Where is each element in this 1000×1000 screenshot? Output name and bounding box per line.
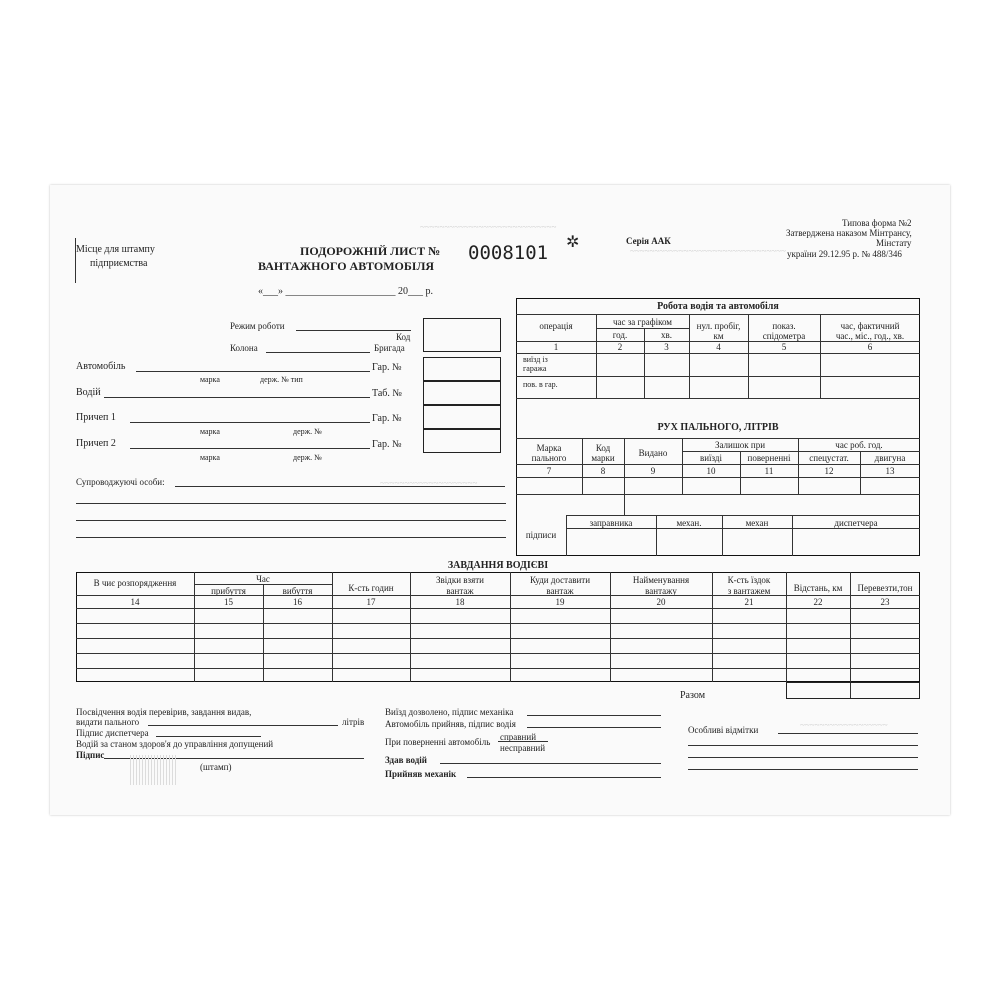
footer-health-label: Водій за станом здоров'я до управління допущений bbox=[76, 739, 274, 749]
trailer2-box[interactable] bbox=[423, 429, 501, 453]
fuel-divider bbox=[566, 515, 920, 516]
fuel-exit-header: виїзді bbox=[699, 453, 723, 463]
notes-line-3[interactable] bbox=[688, 757, 918, 758]
footer-checked-label: Посвідчення водія перевірив, завдання видав, bbox=[76, 707, 252, 717]
trailer2-garage-label: Гар. № bbox=[372, 439, 402, 450]
work-vline bbox=[596, 314, 597, 398]
work-divider bbox=[596, 328, 689, 329]
trailer1-label: Причеп 1 bbox=[76, 412, 116, 423]
footer-on-return-label: При поверненні автомобіль bbox=[385, 737, 491, 747]
task-cargo-header: Найменування bbox=[632, 575, 690, 585]
work-vline bbox=[689, 314, 690, 398]
task-hours-header: К-сть годин bbox=[348, 583, 394, 593]
garage-box[interactable] bbox=[423, 357, 501, 381]
task-vline bbox=[332, 572, 333, 682]
task-total-label: Разом bbox=[680, 690, 706, 701]
brigade-label: Бригада bbox=[374, 343, 405, 353]
fuel-dispatcher-header: диспетчера bbox=[834, 518, 878, 528]
task-vline bbox=[194, 572, 195, 682]
footer-handed-label: Здав водій bbox=[385, 755, 427, 765]
fuel-brand-header: Марка bbox=[536, 443, 562, 453]
companions-label: Супроводжуючі особи: bbox=[76, 477, 165, 487]
work-exit-label: виїзд із bbox=[523, 355, 548, 364]
task-cargo-header-2: вантажу bbox=[645, 586, 677, 596]
work-mode-line[interactable] bbox=[296, 330, 411, 331]
bleed-text: ~~~~~~~~~~~~~~~~~~ bbox=[800, 720, 888, 730]
fuel-vline bbox=[566, 515, 567, 556]
work-speedometer-header: показ. bbox=[772, 321, 796, 331]
task-vline bbox=[263, 584, 264, 682]
trailer1-brand-hint: марка bbox=[200, 427, 220, 436]
task-col-num: 16 bbox=[293, 597, 302, 607]
form-type: Типова форма №2 bbox=[842, 218, 912, 228]
fuel-mechanic-header: механ. bbox=[676, 518, 702, 528]
task-col-num: 22 bbox=[813, 597, 823, 607]
work-exit-label-2: гаража bbox=[523, 364, 547, 373]
task-table-title: ЗАВДАННЯ ВОДІЄВІ bbox=[447, 560, 549, 571]
footer-handed-line[interactable] bbox=[440, 763, 661, 764]
car-brand-hint: марка bbox=[200, 375, 220, 384]
notes-line-2[interactable] bbox=[688, 745, 918, 746]
task-vline bbox=[610, 572, 611, 682]
task-col-num: 21 bbox=[744, 597, 754, 607]
work-col-num: 2 bbox=[617, 342, 623, 352]
work-hours-header: год. bbox=[612, 330, 628, 340]
task-vline bbox=[850, 572, 851, 699]
footer-exit-allowed-line[interactable] bbox=[527, 715, 661, 716]
fuel-table-title: РУХ ПАЛЬНОГО, ЛІТРІВ bbox=[657, 422, 779, 433]
fuel-col-num: 7 bbox=[546, 466, 552, 476]
work-vline bbox=[748, 314, 749, 398]
fuel-vline bbox=[722, 515, 723, 556]
task-row-line bbox=[76, 638, 920, 639]
fuel-col-num: 11 bbox=[764, 466, 774, 476]
work-operation-header: операція bbox=[539, 321, 573, 331]
fuel-col-num: 10 bbox=[706, 466, 716, 476]
fuel-vline bbox=[740, 451, 741, 494]
work-col-num: 1 bbox=[553, 342, 559, 352]
companions-line-3[interactable] bbox=[76, 520, 506, 521]
barcode-watermark bbox=[130, 755, 178, 785]
footer-faulty-label: несправний bbox=[500, 743, 546, 753]
footer-signature-label: Підпис bbox=[76, 750, 105, 760]
notes-line-1[interactable] bbox=[778, 733, 918, 734]
footer-status-divider bbox=[498, 741, 548, 742]
car-line[interactable] bbox=[136, 371, 370, 372]
stamp-border bbox=[75, 238, 76, 283]
car-label: Автомобіль bbox=[76, 361, 126, 372]
date-line[interactable]: «___» ______________________ 20___ р. bbox=[258, 286, 433, 297]
work-mode-label: Режим роботи bbox=[230, 321, 285, 331]
task-col-num: 14 bbox=[130, 597, 140, 607]
footer-fuel-line[interactable] bbox=[148, 725, 338, 726]
work-vline bbox=[820, 314, 821, 398]
trailer2-state-hint: держ. № bbox=[293, 453, 322, 462]
fuel-col-num: 8 bbox=[600, 466, 606, 476]
task-row-line bbox=[76, 668, 920, 669]
fuel-code-header: Код bbox=[595, 443, 611, 453]
task-from-header: Звідки взяти bbox=[436, 575, 484, 585]
fuel-worktime-header: час роб. год. bbox=[835, 440, 883, 450]
task-col-num: 17 bbox=[366, 597, 376, 607]
series-label: Серія ААК bbox=[626, 236, 671, 246]
approved-line-3: україни 29.12.95 р. № 488/346 bbox=[787, 249, 902, 259]
footer-special-notes-label: Особливі відмітки bbox=[688, 725, 759, 735]
footer-car-accepted-line[interactable] bbox=[527, 727, 661, 728]
waybill-number: 0008101 bbox=[468, 242, 549, 264]
fuel-issued-header: Видано bbox=[638, 448, 668, 458]
work-table-title: Робота водія та автомобіля bbox=[657, 301, 779, 312]
work-divider bbox=[516, 398, 920, 399]
approved-line-1: Затверджена наказом Мінтрансу, bbox=[786, 228, 912, 238]
companions-line-2[interactable] bbox=[76, 503, 506, 504]
car-garage-label: Гар. № bbox=[372, 362, 402, 373]
task-time-header: Час bbox=[256, 574, 270, 584]
footer-liters-label: літрів bbox=[342, 717, 365, 727]
fuel-vline bbox=[860, 451, 861, 494]
task-total-cells bbox=[786, 682, 920, 699]
task-to-header-2: вантаж bbox=[546, 586, 574, 596]
task-to-header: Куди доставити bbox=[529, 575, 591, 585]
bleed-text: ~~~~~~~~~~~~~~~~~~~~~~~~~~~~~~~~ bbox=[630, 246, 786, 256]
task-departure-header: вибуття bbox=[282, 586, 313, 596]
work-vline bbox=[644, 328, 645, 398]
fuel-vline bbox=[582, 438, 583, 494]
work-col-num: 3 bbox=[664, 342, 669, 352]
fuel-engine-header: двигуна bbox=[874, 453, 906, 463]
footer-received-line[interactable] bbox=[467, 777, 661, 778]
fuel-vline bbox=[682, 438, 683, 494]
task-row-line bbox=[76, 623, 920, 624]
task-from-header-2: вантаж bbox=[446, 586, 474, 596]
code-label: Код bbox=[396, 332, 411, 342]
bleed-text: ~~~~~~~~~~~~~~~~~~~~ bbox=[380, 478, 478, 488]
code-box[interactable] bbox=[423, 318, 501, 352]
work-schedule-header: час за графіком bbox=[612, 317, 673, 327]
task-trips-header-2: з вантажем bbox=[727, 586, 771, 596]
fuel-brand-header-2: пального bbox=[531, 453, 567, 463]
work-return-label: пов. в гар. bbox=[523, 380, 558, 389]
bleed-text: ~~~~~~~~~~~~~~~~~~~~~~~~~~~~ bbox=[420, 222, 557, 232]
fuel-divider bbox=[566, 528, 920, 529]
footer-car-accepted-label: Автомобіль прийняв, підпис водія bbox=[385, 719, 516, 729]
task-divider bbox=[76, 608, 920, 609]
column-line[interactable] bbox=[266, 352, 370, 353]
title-line-2: ВАНТАЖНОГО АВТОМОБІЛЯ bbox=[258, 259, 435, 273]
fuel-vline bbox=[656, 515, 657, 556]
task-col-num: 15 bbox=[224, 597, 233, 607]
task-vline bbox=[410, 572, 411, 682]
driver-label: Водій bbox=[76, 387, 101, 398]
fuel-divider bbox=[682, 451, 920, 452]
trailer1-box[interactable] bbox=[423, 405, 501, 429]
fuel-col-num: 13 bbox=[885, 466, 895, 476]
trailer2-brand-hint: марка bbox=[200, 453, 220, 462]
fuel-vline bbox=[624, 438, 625, 515]
fuel-mechanic-header-2: механ bbox=[745, 518, 769, 528]
trailer1-state-hint: держ. № bbox=[293, 427, 322, 436]
work-col-num: 6 bbox=[867, 342, 873, 352]
task-col-num: 23 bbox=[880, 597, 890, 607]
task-distance-header: Відстань, км bbox=[793, 583, 843, 593]
footer-dispatcher-line[interactable] bbox=[156, 736, 261, 737]
work-actual-header: час, фактичний bbox=[840, 321, 900, 331]
task-vline bbox=[786, 572, 787, 699]
footer-exit-allowed-label: Виїзд дозволено, підпис механіка bbox=[385, 707, 514, 717]
work-actual-header-2: час., міс., год., хв. bbox=[835, 331, 905, 341]
trailer2-line[interactable] bbox=[130, 448, 370, 449]
fuel-refueler-header: заправника bbox=[589, 518, 633, 528]
task-transport-header: Перевезти,тон bbox=[857, 583, 913, 593]
fuel-return-header: поверненні bbox=[747, 453, 791, 463]
footer-fuel-label: видати пального bbox=[76, 717, 140, 727]
work-divider bbox=[516, 376, 920, 377]
task-disposal-header: В чиє розпорядження bbox=[93, 578, 177, 588]
footer-dispatcher-label: Підпис диспетчера bbox=[76, 728, 149, 738]
task-arrival-header: прибуття bbox=[211, 586, 246, 596]
stamp-place-label: Місце для штампу bbox=[76, 244, 155, 255]
fuel-special-header: спецустат. bbox=[809, 453, 849, 463]
footer-working-label: справний bbox=[500, 732, 537, 742]
task-col-num: 18 bbox=[455, 597, 465, 607]
work-zero-mileage-header: нул. пробіг, bbox=[696, 321, 741, 331]
work-divider bbox=[516, 314, 920, 315]
fuel-signatures-label: підписи bbox=[525, 530, 557, 540]
trailer1-line[interactable] bbox=[130, 422, 370, 423]
trailer1-garage-label: Гар. № bbox=[372, 413, 402, 424]
work-col-num: 4 bbox=[716, 342, 721, 352]
footer-stamp-label: (штамп) bbox=[200, 762, 232, 772]
fuel-code-header-2: марки bbox=[591, 453, 615, 463]
notes-line-4[interactable] bbox=[688, 769, 918, 770]
companions-line-4[interactable] bbox=[76, 537, 506, 538]
tab-box[interactable] bbox=[423, 381, 501, 405]
fuel-remainder-header: Залишок при bbox=[714, 440, 766, 450]
task-col-num: 19 bbox=[555, 597, 565, 607]
column-label: Колона bbox=[230, 343, 258, 353]
fuel-vline bbox=[798, 438, 799, 494]
task-row-line bbox=[76, 653, 920, 654]
driver-tab-label: Таб. № bbox=[372, 388, 402, 399]
fuel-vline bbox=[792, 515, 793, 556]
task-vline bbox=[510, 572, 511, 682]
companions-line-1[interactable] bbox=[175, 486, 505, 487]
task-col-num: 20 bbox=[656, 597, 666, 607]
asterisk-mark-icon: ✲ bbox=[566, 234, 580, 251]
fuel-divider bbox=[516, 438, 920, 439]
fuel-col-num: 9 bbox=[650, 466, 656, 476]
fuel-divider bbox=[516, 494, 920, 495]
fuel-col-num: 12 bbox=[824, 466, 834, 476]
title-line-1: ПОДОРОЖНІЙ ЛИСТ № bbox=[300, 244, 441, 258]
work-col-num: 5 bbox=[781, 342, 787, 352]
work-minutes-header: хв. bbox=[661, 330, 672, 340]
car-state-hint: держ. № тип bbox=[260, 375, 303, 384]
task-vline bbox=[712, 572, 713, 682]
task-divider bbox=[76, 595, 920, 596]
work-divider bbox=[516, 353, 920, 354]
trailer2-label: Причеп 2 bbox=[76, 438, 116, 449]
driver-line[interactable] bbox=[104, 397, 370, 398]
task-trips-header: К-сть їздок bbox=[727, 575, 771, 585]
stamp-place-label-2: підприємства bbox=[90, 258, 148, 269]
work-km-header: км bbox=[713, 331, 724, 341]
work-speedometer-header-2: спідометра bbox=[762, 331, 806, 341]
footer-received-label: Прийняв механік bbox=[385, 769, 457, 779]
approved-line-2: Мінстату bbox=[876, 238, 912, 248]
